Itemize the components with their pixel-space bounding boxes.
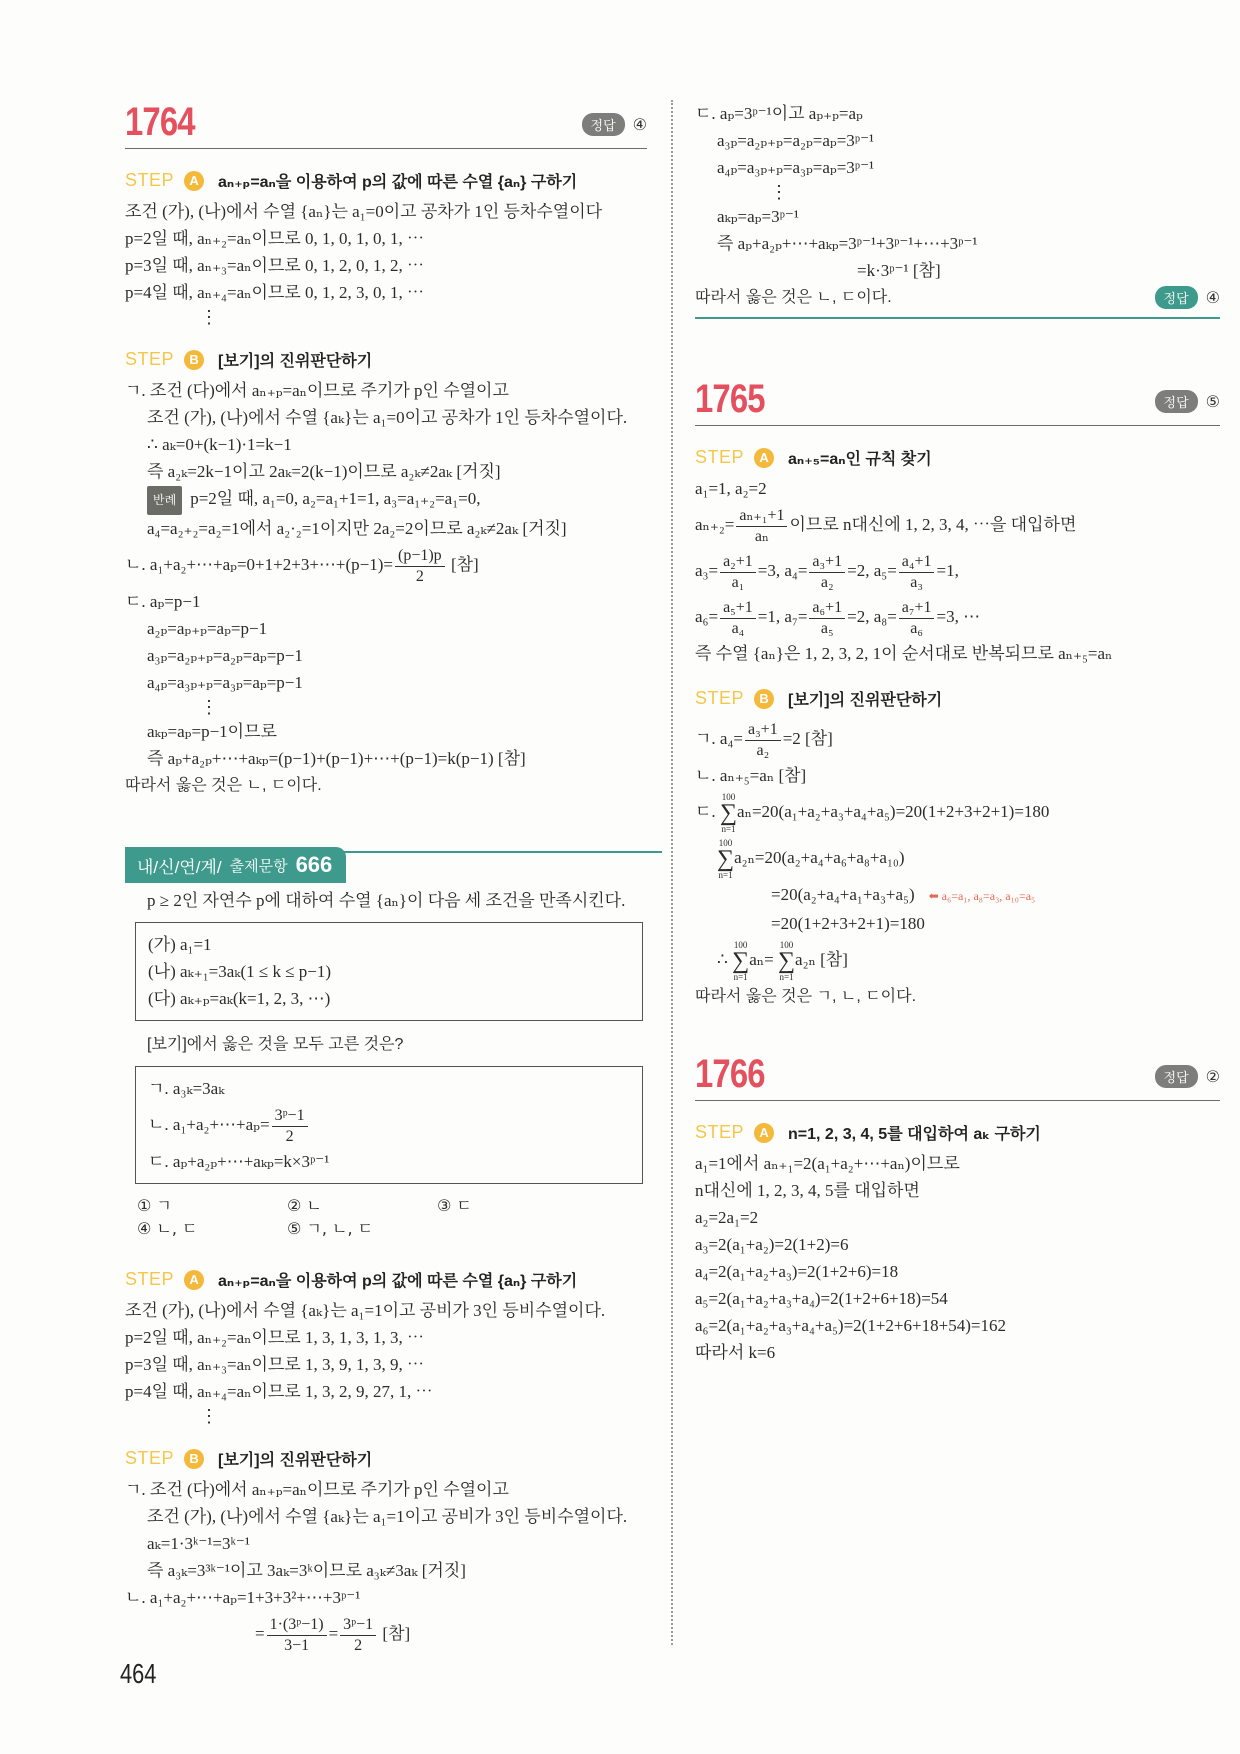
annotation-note: ⬅ a₆=a₁, a₈=a₃, a₁₀=a₅ bbox=[928, 889, 1036, 903]
answer-value: ⑤ bbox=[1205, 392, 1220, 411]
verdict: [참] bbox=[450, 555, 479, 574]
step-label: STEP bbox=[695, 688, 745, 708]
page-number: 464 bbox=[120, 1658, 157, 1689]
text-line: 즉 수열 {aₙ}은 1, 2, 3, 2, 1이 순서대로 반복되므로 aₙ₊₅=aₙ bbox=[695, 644, 1113, 663]
nieun-continuation: = $\frac{\text{1·(3ᵖ−1)}}{3-1}$ = $\frac{\text{3ᵖ−1}}{2}$ [참] bbox=[255, 1615, 411, 1654]
text: 이므로 n대신에 1, 2, 3, 4, ⋯을 대입하면 bbox=[789, 515, 1077, 534]
text-line: ∴ aₖ=0+(k−1)·1=k−1 bbox=[147, 435, 292, 454]
step-title: [보기]의 진위판단하기 bbox=[218, 353, 373, 370]
equation-lhs: a₆= bbox=[695, 607, 719, 626]
answer-choices bbox=[125, 1194, 647, 1240]
question-prompt: [보기]에서 옳은 것을 모두 고른 것은? bbox=[147, 1036, 404, 1053]
sigma-icon: 100 ∑ n=1 bbox=[717, 838, 735, 881]
text-line: a₄=a₂₊₂=a₂=1에서 a₂·₂=1이지만 2a₂=2이므로 a₂ₖ≠2aₖ [거짓] bbox=[147, 519, 567, 538]
step-b-heading bbox=[695, 687, 1220, 710]
equation-rhs: =3, bbox=[757, 561, 781, 580]
denominator: a₃ bbox=[910, 573, 923, 591]
choice-4[interactable]: ④ ㄴ, ㄷ bbox=[137, 1219, 198, 1238]
step-title: aₙ₊ₚ=aₙ을 이용하여 p의 값에 따른 수열 {aₙ} 구하기 bbox=[218, 1273, 578, 1290]
fraction bbox=[395, 546, 445, 587]
text-line: p=3일 때, aₙ₊₃=aₙ이므로 1, 3, 9, 1, 3, 9, ⋯ bbox=[125, 1355, 424, 1374]
section-end-rule bbox=[695, 317, 1220, 319]
step-letter-icon: A bbox=[184, 171, 204, 191]
step-letter-icon: B bbox=[184, 350, 204, 370]
text-line: ㄱ. 조건 (다)에서 aₙ₊ₚ=aₙ이므로 주기가 p인 수열이고 bbox=[125, 1480, 509, 1499]
step-letter-icon: A bbox=[184, 1270, 204, 1290]
step-label: STEP bbox=[695, 1122, 745, 1142]
answer-badge: 정답 bbox=[1155, 390, 1198, 413]
numerator: a₃+1 bbox=[809, 552, 845, 573]
text-line: p=3일 때, aₙ₊₃=aₙ이므로 0, 1, 2, 0, 1, 2, ⋯ bbox=[125, 256, 424, 275]
sigma-icon: 100 ∑ n=1 bbox=[719, 792, 738, 835]
text-line: 즉 aₚ+a₂ₚ+⋯+aₖₚ=3ᵖ⁻¹+3ᵖ⁻¹+⋯+3ᵖ⁻¹ bbox=[717, 234, 978, 253]
verdict: [참] bbox=[382, 1624, 411, 1643]
equation: a₂ₙ [참] bbox=[795, 950, 848, 969]
text-line: p=4일 때, aₙ₊₄=aₙ이므로 1, 3, 2, 9, 27, 1, ⋯ bbox=[125, 1382, 433, 1401]
condition: (가) a₁=1 bbox=[148, 935, 212, 954]
equation: a₂ₙ=20(a₂+a₄+a₆+a₈+a₁₀) bbox=[734, 848, 905, 867]
nieun-line bbox=[125, 542, 647, 588]
conclusion: 따라서 옳은 것은 ㄱ, ㄴ, ㄷ이다. bbox=[695, 988, 917, 1005]
sigma-icon: 100 ∑ n=1 bbox=[777, 940, 796, 983]
answer-indicator bbox=[582, 113, 647, 136]
numerator: a₂+1 bbox=[720, 552, 756, 573]
therefore-line bbox=[695, 937, 1220, 983]
text-line: ㄷ. aₚ=3ᵖ⁻¹이고 aₚ₊ₚ=aₚ bbox=[695, 104, 863, 123]
equation-lhs: a₅= bbox=[873, 561, 897, 580]
item-label: ㄷ. bbox=[695, 802, 716, 821]
equation-lhs: a₇= bbox=[784, 607, 808, 626]
equation-lhs: a₈= bbox=[873, 607, 897, 626]
numerator: a₅+1 bbox=[720, 598, 756, 619]
step-title: aₙ₊ₚ=aₙ을 이용하여 p의 값에 따른 수열 {aₙ} 구하기 bbox=[218, 174, 578, 191]
text-line: p=4일 때, aₙ₊₄=aₙ이므로 0, 1, 2, 3, 0, 1, ⋯ bbox=[125, 283, 424, 302]
bogi-item bbox=[148, 1102, 630, 1148]
step-label: STEP bbox=[125, 349, 175, 369]
answer-indicator bbox=[1155, 286, 1220, 309]
text-line: a₃ₚ=a₂ₚ₊ₚ=a₂ₚ=aₚ=p−1 bbox=[147, 646, 303, 665]
equation: =20(a₂+a₄+a₁+a₃+a₅) bbox=[771, 885, 915, 904]
step-a-heading bbox=[695, 1121, 1220, 1144]
answer-value: ④ bbox=[632, 115, 647, 134]
text-line: a₁=1에서 aₙ₊₁=2(a₁+a₂+⋯+aₙ)이므로 bbox=[695, 1154, 960, 1173]
header-rule bbox=[315, 851, 662, 853]
sum-upper: 100 bbox=[733, 940, 748, 951]
equation-lhs: a₃= bbox=[695, 561, 719, 580]
vertical-ellipsis: ⋮ bbox=[200, 697, 218, 717]
denominator: aₙ bbox=[754, 527, 769, 545]
bogi-box bbox=[135, 1066, 643, 1184]
denominator: a₂ bbox=[820, 573, 834, 591]
numerator: a₄+1 bbox=[899, 552, 935, 573]
equation-lhs: a₄= bbox=[784, 561, 808, 580]
step-b-heading bbox=[125, 348, 647, 371]
sum-lower: n=1 bbox=[718, 870, 733, 881]
problem-number: 1765 bbox=[695, 377, 765, 421]
digeut-line bbox=[695, 789, 1220, 835]
fraction bbox=[736, 506, 787, 547]
step-label: STEP bbox=[695, 447, 745, 467]
text-line: ㄱ. 조건 (다)에서 aₙ₊ₚ=aₙ이므로 주기가 p인 수열이고 bbox=[125, 381, 509, 400]
text-line: p=2일 때, aₙ₊₂=aₙ이므로 1, 3, 1, 3, 1, 3, ⋯ bbox=[125, 1328, 424, 1347]
text-line: a₄=2(a₁+a₂+a₃)=2(1+2+6)=18 bbox=[695, 1262, 899, 1281]
equation-lhs: ㄴ. a₁+a₂+⋯+aₚ= bbox=[148, 1115, 270, 1134]
fraction bbox=[809, 598, 845, 639]
step-label: STEP bbox=[125, 170, 175, 190]
fraction bbox=[720, 598, 756, 639]
text-line: a₁=1, a₂=2 bbox=[695, 479, 767, 498]
column-divider bbox=[671, 100, 673, 1645]
numerator: a₃+1 bbox=[745, 720, 781, 741]
equation-lhs: ㄱ. a₄= bbox=[695, 729, 743, 748]
equation-lhs: aₙ₊₂= bbox=[695, 515, 735, 534]
sum-lower: n=1 bbox=[779, 972, 794, 983]
text-line: 조건 (가), (나)에서 수열 {aₖ}는 a₁=0이고 공차가 1인 등차수열이다. bbox=[147, 408, 628, 427]
fraction-row bbox=[695, 548, 1220, 594]
numerator: 3ᵖ−1 bbox=[272, 1106, 308, 1127]
step-label: STEP bbox=[125, 1448, 175, 1468]
answer-indicator bbox=[1155, 390, 1220, 413]
text-line: a₂ₚ=aₚ₊ₚ=aₚ=p−1 bbox=[147, 619, 268, 638]
step-title: n=1, 2, 3, 4, 5를 대입하여 aₖ 구하기 bbox=[788, 1126, 1041, 1143]
denominator: 3−1 bbox=[284, 1636, 310, 1654]
condition: (다) aₖ₊ₚ=aₖ(k=1, 2, 3, ⋯) bbox=[148, 989, 331, 1008]
denominator: 2 bbox=[354, 1636, 363, 1654]
text-line: 즉 aₚ+a₂ₚ+⋯+aₖₚ=(p−1)+(p−1)+⋯+(p−1)=k(p−1) [참] bbox=[147, 749, 526, 768]
text-line: 따라서 k=6 bbox=[695, 1343, 776, 1362]
text-line: ㄴ. a₁+a₂+⋯+aₚ=1+3+3²+⋯+3ᵖ⁻¹ bbox=[125, 1588, 361, 1607]
step-letter-icon: B bbox=[184, 1449, 204, 1469]
choice-3[interactable]: ③ ㄷ bbox=[437, 1196, 472, 1215]
text-line: a₄ₚ=a₃ₚ₊ₚ=a₃ₚ=aₚ=3ᵖ⁻¹ bbox=[717, 158, 875, 177]
denominator: a₄ bbox=[731, 619, 745, 637]
text-line: n대신에 1, 2, 3, 4, 5를 대입하면 bbox=[695, 1181, 920, 1200]
step-title: [보기]의 진위판단하기 bbox=[788, 692, 943, 709]
problem-number: 1764 bbox=[125, 100, 195, 144]
answer-badge: 정답 bbox=[582, 113, 625, 136]
step-letter-icon: A bbox=[754, 448, 774, 468]
denominator: a₆ bbox=[910, 619, 923, 637]
step-a-heading bbox=[125, 1268, 647, 1291]
equation: aₙ=20(a₁+a₂+a₃+a₄+a₅)=20(1+2+3+2+1)=180 bbox=[737, 802, 1050, 821]
numerator: a₇+1 bbox=[899, 598, 935, 619]
text-line: p=2일 때, aₙ₊₂=aₙ이므로 0, 1, 0, 1, 0, 1, ⋯ bbox=[125, 229, 424, 248]
text-line: aₖₚ=aₚ=p−1이므로 bbox=[147, 722, 277, 741]
fraction bbox=[809, 552, 845, 593]
linked-problem-tab bbox=[125, 847, 346, 883]
fraction-row bbox=[695, 594, 1220, 640]
sum-upper: 100 bbox=[779, 940, 794, 951]
choice-5[interactable]: ⑤ ㄱ, ㄴ, ㄷ bbox=[287, 1219, 374, 1238]
choice-1[interactable]: ① ㄱ bbox=[137, 1196, 172, 1215]
equation-rhs: =1, bbox=[757, 607, 781, 626]
numerator: (p−1)p bbox=[395, 546, 445, 567]
counterexample-badge: 반례 bbox=[147, 486, 182, 515]
right-column bbox=[695, 100, 1220, 1366]
equation-rhs: =3, ⋯ bbox=[936, 607, 981, 626]
linked-problem-header bbox=[125, 847, 647, 887]
text-line: ㄴ. aₙ₊₅=aₙ [참] bbox=[695, 766, 807, 785]
step-a-heading bbox=[695, 446, 1220, 469]
text-line: aₖₚ=aₚ=3ᵖ⁻¹ bbox=[717, 207, 799, 226]
fraction bbox=[899, 552, 935, 593]
sigma-icon: 100 ∑ n=1 bbox=[732, 940, 750, 983]
text-line: 즉 a₂ₖ=2k−1이고 2aₖ=2(k−1)이므로 a₂ₖ≠2aₖ [거짓] bbox=[147, 462, 501, 481]
question-text: p ≥ 2인 자연수 p에 대하여 수열 {aₙ}이 다음 세 조건을 만족시킨다. bbox=[147, 891, 626, 910]
vertical-ellipsis: ⋮ bbox=[770, 182, 788, 202]
text-line: 조건 (가), (나)에서 수열 {aₖ}는 a₁=1이고 공비가 3인 등비수열이다. bbox=[147, 1507, 628, 1526]
fraction bbox=[340, 1615, 376, 1656]
text-line: =k·3ᵖ⁻¹ [참] bbox=[857, 261, 941, 280]
step-letter-icon: B bbox=[754, 689, 774, 709]
text-line: p=2일 때, a₁=0, a₂=a₁+1=1, a₃=a₁₊₂=a₁=0, bbox=[190, 489, 481, 508]
answer-badge: 정답 bbox=[1155, 286, 1198, 309]
equation-rhs: =2, bbox=[847, 561, 870, 580]
equation-rhs: =2, bbox=[847, 607, 870, 626]
text-line: 조건 (가), (나)에서 수열 {aₙ}는 a₁=0이고 공차가 1인 등차수열이다 bbox=[125, 202, 603, 221]
problem-header-1765 bbox=[695, 377, 1220, 426]
numerator: 1·(3ᵖ−1) bbox=[267, 1615, 327, 1636]
condition: (나) aₖ₊₁=3aₖ(1 ≤ k ≤ p−1) bbox=[148, 962, 332, 981]
conditions-box bbox=[135, 922, 643, 1021]
problem-header-1766 bbox=[695, 1052, 1220, 1101]
bogi-item: ㄷ. aₚ+a₂ₚ+⋯+aₖₚ=k×3ᵖ⁻¹ bbox=[148, 1152, 330, 1171]
answer-badge: 정답 bbox=[1155, 1065, 1198, 1088]
giyeok-line bbox=[695, 716, 1220, 762]
choice-2[interactable]: ② ㄴ bbox=[287, 1196, 322, 1215]
fraction bbox=[745, 720, 781, 761]
fraction bbox=[720, 552, 756, 593]
conclusion-row bbox=[695, 284, 1220, 311]
text-line: a₆=2(a₁+a₂+a₃+a₄+a₅)=2(1+2+6+18+54)=162 bbox=[695, 1316, 1006, 1335]
denominator: a₁ bbox=[731, 573, 745, 591]
sum-upper: 100 bbox=[718, 838, 733, 849]
equation: aₙ= bbox=[749, 950, 774, 969]
digeut-line bbox=[695, 835, 1220, 881]
conclusion: 따라서 옳은 것은 ㄴ, ㄷ이다. bbox=[125, 777, 322, 794]
tab-label: 내/신/연/계/ bbox=[137, 857, 222, 877]
answer-value: ② bbox=[1205, 1067, 1220, 1086]
denominator: 2 bbox=[285, 1127, 294, 1145]
problem-header-1764 bbox=[125, 100, 647, 149]
sum-lower: n=1 bbox=[721, 824, 736, 835]
fraction bbox=[272, 1106, 308, 1147]
text-line: a₃=2(a₁+a₂)=2(1+2)=6 bbox=[695, 1235, 849, 1254]
step-title: [보기]의 진위판단하기 bbox=[218, 1452, 373, 1469]
equation-rhs: =2 [참] bbox=[782, 729, 833, 748]
therefore-icon: ∴ bbox=[717, 950, 728, 969]
vertical-ellipsis: ⋮ bbox=[200, 1406, 218, 1426]
text-line: aₖ=1·3ᵏ⁻¹=3ᵏ⁻¹ bbox=[147, 1534, 250, 1553]
step-letter-icon: A bbox=[754, 1123, 774, 1143]
digeut-line bbox=[695, 881, 1220, 910]
fraction bbox=[267, 1615, 327, 1656]
text-line: a₅=2(a₁+a₂+a₃+a₄)=2(1+2+6+18)=54 bbox=[695, 1289, 948, 1308]
text-line: a₄ₚ=a₃ₚ₊ₚ=a₃ₚ=aₚ=p−1 bbox=[147, 673, 303, 692]
text-line: 조건 (가), (나)에서 수열 {aₖ}는 a₁=1이고 공비가 3인 등비수열이다. bbox=[125, 1301, 606, 1320]
step-a-heading bbox=[125, 169, 647, 192]
fraction bbox=[899, 598, 935, 639]
problem-number: 1766 bbox=[695, 1052, 765, 1096]
bogi-item: ㄱ. a₃ₖ=3aₖ bbox=[148, 1079, 225, 1098]
text-line: ㄷ. aₚ=p−1 bbox=[125, 592, 201, 611]
recurrence-line bbox=[695, 502, 1220, 548]
numerator: aₙ₊₁+1 bbox=[736, 506, 787, 527]
left-column bbox=[125, 100, 647, 1657]
step-title: aₙ₊₅=aₙ인 규칙 찾기 bbox=[788, 451, 932, 468]
answer-value: ④ bbox=[1205, 288, 1220, 307]
denominator: a₂ bbox=[756, 741, 770, 759]
step-label: STEP bbox=[125, 1269, 175, 1289]
text-line: 즉 a₃ₖ=3³ᵏ⁻¹이고 3aₖ=3ᵏ이므로 a₃ₖ≠3aₖ [거짓] bbox=[147, 1561, 466, 1580]
text-line: a₂=2a₁=2 bbox=[695, 1208, 759, 1227]
conclusion: 따라서 옳은 것은 ㄴ, ㄷ이다. bbox=[695, 289, 892, 306]
sum-lower: n=1 bbox=[733, 972, 748, 983]
numerator: a₆+1 bbox=[809, 598, 845, 619]
text-line: =20(1+2+3+2+1)=180 bbox=[771, 914, 925, 933]
text-line: a₃ₚ=a₂ₚ₊ₚ=a₂ₚ=aₚ=3ᵖ⁻¹ bbox=[717, 131, 875, 150]
denominator: a₅ bbox=[820, 619, 834, 637]
sum-upper: 100 bbox=[721, 792, 736, 803]
vertical-ellipsis: ⋮ bbox=[200, 307, 218, 327]
tab-sublabel: 출제문항 bbox=[229, 857, 288, 875]
numerator: 3ᵖ−1 bbox=[340, 1615, 376, 1636]
equation-lhs: ㄴ. a₁+a₂+⋯+aₚ=0+1+2+3+⋯+(p−1)= bbox=[125, 555, 393, 574]
denominator: 2 bbox=[415, 567, 424, 585]
step-b-heading bbox=[125, 1447, 647, 1470]
counterexample-line bbox=[125, 485, 647, 515]
equation-rhs: =1, bbox=[936, 561, 959, 580]
tab-number: 666 bbox=[295, 852, 333, 877]
answer-indicator bbox=[1155, 1065, 1220, 1088]
